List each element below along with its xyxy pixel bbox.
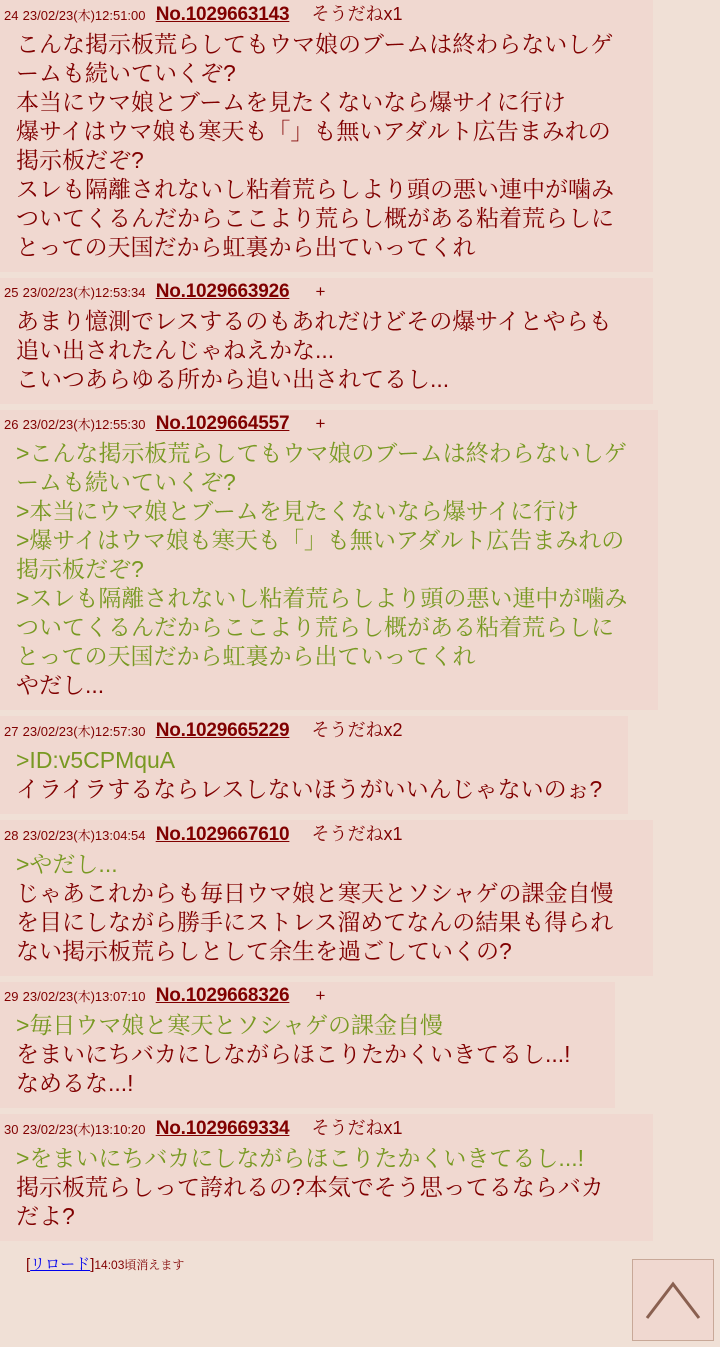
- post-date: 23/02/23(木)13:07:10: [22, 989, 146, 1004]
- post-id-link[interactable]: No.1029664557: [155, 413, 290, 434]
- scroll-to-top-button[interactable]: [632, 1259, 714, 1341]
- post-body: [0, 744, 628, 804]
- post-body: [0, 305, 653, 394]
- post-item: [0, 1114, 653, 1241]
- post-item: [0, 0, 653, 272]
- post-line: ついてくるんだからここより荒らし概がある粘着荒らしに: [16, 205, 614, 231]
- thread-footer: [0, 1247, 720, 1274]
- post-body: [0, 1142, 653, 1231]
- post-header: [0, 984, 615, 1009]
- post-line: ームも続いていくぞ?: [16, 60, 236, 86]
- post-number: 28: [4, 828, 19, 843]
- post-number: 27: [4, 724, 19, 739]
- post-quote-line: >毎日ウマ娘と寒天とソシャゲの課金自慢: [16, 1012, 443, 1038]
- expire-text: 14:03頃消えます: [94, 1258, 185, 1272]
- post-id-link[interactable]: No.1029668326: [155, 985, 290, 1006]
- post-line: とっての天国だから虹裏から出ていってくれ: [16, 234, 476, 260]
- post-number: 29: [4, 989, 19, 1004]
- bracket-close: ]: [90, 1256, 95, 1273]
- reload-link[interactable]: リロード: [30, 1256, 91, 1273]
- post-item: [0, 410, 658, 710]
- chevron-up-icon: [643, 1278, 703, 1322]
- post-line: 掲示板荒らしって誇れるの?本気でそう思ってるならバカ: [16, 1174, 604, 1200]
- post-item: [0, 716, 628, 814]
- post-line: だよ?: [16, 1203, 75, 1229]
- post-quote-line: >本当にウマ娘とブームを見たくないなら爆サイに行け: [16, 498, 580, 524]
- post-id-link[interactable]: No.1029669334: [155, 1118, 290, 1139]
- post-line: あまり憶測でレスするのもあれだけどその爆サイとやらも: [16, 308, 612, 334]
- bracket-open: [: [26, 1256, 31, 1273]
- post-id-link[interactable]: No.1029663926: [155, 281, 290, 302]
- post-sodane-count[interactable]: そうだねx2: [311, 720, 403, 740]
- post-line: やだし...: [16, 672, 105, 698]
- post-body: [0, 437, 658, 700]
- post-date: 23/02/23(木)12:51:00: [22, 8, 146, 23]
- post-id-link[interactable]: No.1029665229: [155, 720, 290, 741]
- post-line: 掲示板だぞ?: [16, 147, 144, 173]
- post-number: 30: [4, 1122, 19, 1137]
- post-number: 26: [4, 417, 19, 432]
- post-quote-line: 掲示板だぞ?: [16, 556, 144, 582]
- post-date: 23/02/23(木)13:04:54: [22, 828, 146, 843]
- post-quote-line: >こんな掲示板荒らしてもウマ娘のブームは終わらないしゲ: [16, 440, 627, 466]
- post-item: [0, 820, 653, 976]
- post-sodane-button[interactable]: +: [315, 282, 326, 301]
- post-quote-line: >をまいにちバカにしながらほこりたかくいきてるし...!: [16, 1145, 584, 1171]
- post-quote-line: >ID:v5CPMquA: [16, 747, 176, 773]
- post-date: 23/02/23(木)12:53:34: [22, 285, 146, 300]
- post-id-link[interactable]: No.1029667610: [155, 824, 290, 845]
- post-header: [0, 412, 658, 437]
- post-line: をまいにちバカにしながらほこりたかくいきてるし...!: [16, 1041, 571, 1067]
- post-header: [0, 1116, 653, 1142]
- post-header: [0, 280, 653, 305]
- post-line: じゃあこれからも毎日ウマ娘と寒天とソシャゲの課金自慢: [16, 880, 614, 906]
- post-date: 23/02/23(木)12:55:30: [22, 417, 146, 432]
- post-quote-line: ついてくるんだからここより荒らし概がある粘着荒らしに: [16, 614, 614, 640]
- post-body: [0, 28, 653, 262]
- post-quote-line: >スレも隔離されないし粘着荒らしより頭の悪い連中が噛み: [16, 585, 628, 611]
- post-header: [0, 2, 653, 28]
- post-sodane-count[interactable]: そうだねx1: [311, 824, 403, 844]
- post-id-link[interactable]: No.1029663143: [155, 4, 290, 25]
- post-header: [0, 822, 653, 848]
- post-quote-line: >爆サイはウマ娘も寒天も「」も無いアダルト広告まみれの: [16, 527, 625, 553]
- post-item: [0, 278, 653, 404]
- post-line: こんな掲示板荒らしてもウマ娘のブームは終わらないしゲ: [16, 31, 614, 57]
- post-quote-line: >やだし...: [16, 851, 118, 877]
- post-sodane-button[interactable]: +: [315, 986, 326, 1005]
- post-line: 本当にウマ娘とブームを見たくないなら爆サイに行け: [16, 89, 566, 115]
- post-body: [0, 1009, 615, 1098]
- post-number: 24: [4, 8, 19, 23]
- post-sodane-count[interactable]: そうだねx1: [311, 4, 403, 24]
- post-line: ない掲示板荒らしとして余生を過ごしていくの?: [16, 938, 512, 964]
- post-line: 追い出されたんじゃねえかな...: [16, 337, 335, 363]
- post-number: 25: [4, 285, 19, 300]
- post-sodane-button[interactable]: +: [315, 414, 326, 433]
- post-line: を目にしながら勝手にストレス溜めてなんの結果も得られ: [16, 909, 614, 935]
- post-body: [0, 848, 653, 966]
- post-quote-line: とっての天国だから虹裏から出ていってくれ: [16, 643, 476, 669]
- post-header: [0, 718, 628, 744]
- right-margin: [712, 0, 720, 1260]
- post-line: 爆サイはウマ娘も寒天も「」も無いアダルト広告まみれの: [16, 118, 611, 144]
- post-line: こいつあらゆる所から追い出されてるし...: [16, 366, 450, 392]
- post-item: [0, 982, 615, 1108]
- post-line: なめるな...!: [16, 1070, 134, 1096]
- post-date: 23/02/23(木)12:57:30: [22, 724, 146, 739]
- post-line: イライラするならレスしないほうがいいんじゃないのぉ?: [16, 776, 603, 802]
- post-line: スレも隔離されないし粘着荒らしより頭の悪い連中が噛み: [16, 176, 614, 202]
- post-sodane-count[interactable]: そうだねx1: [311, 1118, 403, 1138]
- post-quote-line: ームも続いていくぞ?: [16, 469, 236, 495]
- post-date: 23/02/23(木)13:10:20: [22, 1122, 146, 1137]
